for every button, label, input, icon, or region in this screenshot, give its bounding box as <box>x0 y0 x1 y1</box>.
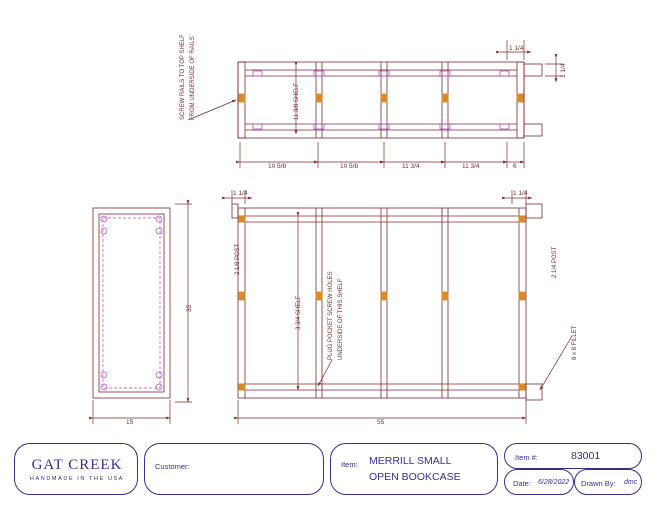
dim-top-seg-1: 10 5/8 <box>268 163 287 170</box>
date-cell <box>504 469 574 495</box>
dim-front-top-right: 1 1/4 <box>513 190 528 197</box>
brand-name: GAT CREEK <box>31 457 123 473</box>
dim-top-seg-3: 11 3/4 <box>402 163 420 170</box>
drawn-by-label: Drawn By: <box>581 479 616 488</box>
annotation-shelf-depth-top: 11 3/8 SHELF <box>294 82 300 120</box>
dim-top-seg-4: 11 3/4 <box>462 163 480 170</box>
annotation-plug-pocket-line2: UNDERSIDE OF THIS SHELF <box>338 278 344 360</box>
date-value: 6/28/2022 <box>538 479 570 486</box>
drawn-by-cell <box>574 469 642 495</box>
customer-label: Customer: <box>155 462 190 471</box>
annotation-screw-rails-line1: SCREW RAILS TO TOP SHELF <box>180 34 186 120</box>
annotation-fillet: 8 x 8 FILLET <box>572 325 578 360</box>
dim-front-top-left: 1 1/4 <box>233 190 248 197</box>
customer-cell[interactable] <box>144 443 324 495</box>
date-label: Date: <box>513 479 531 488</box>
dim-top-seg-2: 10 5/8 <box>340 163 359 170</box>
logo-cell <box>14 443 138 495</box>
item-number-label: Item #: <box>515 453 538 462</box>
annotation-screw-rails-line2: FROM UNDERSIDE OF RAILS <box>190 36 196 120</box>
item-label: Item: <box>341 460 358 469</box>
annotation-post-right: 2 1/4 POST <box>552 246 558 278</box>
annotation-plug-pocket-line1: PLUG POCKET SCREW HOLES <box>328 271 334 360</box>
brand-tagline: HANDMADE IN THE USA <box>29 476 125 482</box>
item-value-line1: MERRILL SMALL <box>369 455 452 467</box>
dim-top-seg-5: 6 <box>513 163 517 170</box>
drawn-by-value: dmc <box>624 479 638 486</box>
dim-top-right-small: 1 1/4 <box>509 45 524 52</box>
item-number-value: 83001 <box>571 450 601 462</box>
item-number-cell <box>504 443 642 469</box>
annotation-shelf-depth-front: 3 3/4 SHELF <box>296 295 302 330</box>
dim-side-height: 35 <box>186 304 193 312</box>
dim-side-width: 15 <box>126 419 134 426</box>
dim-front-width: 55 <box>377 419 385 426</box>
item-value-line2: OPEN BOOKCASE <box>369 471 461 483</box>
annotation-post-left: 2 1/8 POST <box>235 243 241 275</box>
item-cell <box>330 443 498 495</box>
title-block <box>14 443 642 495</box>
dim-top-right-tiny: 1 1/4 <box>560 63 567 78</box>
